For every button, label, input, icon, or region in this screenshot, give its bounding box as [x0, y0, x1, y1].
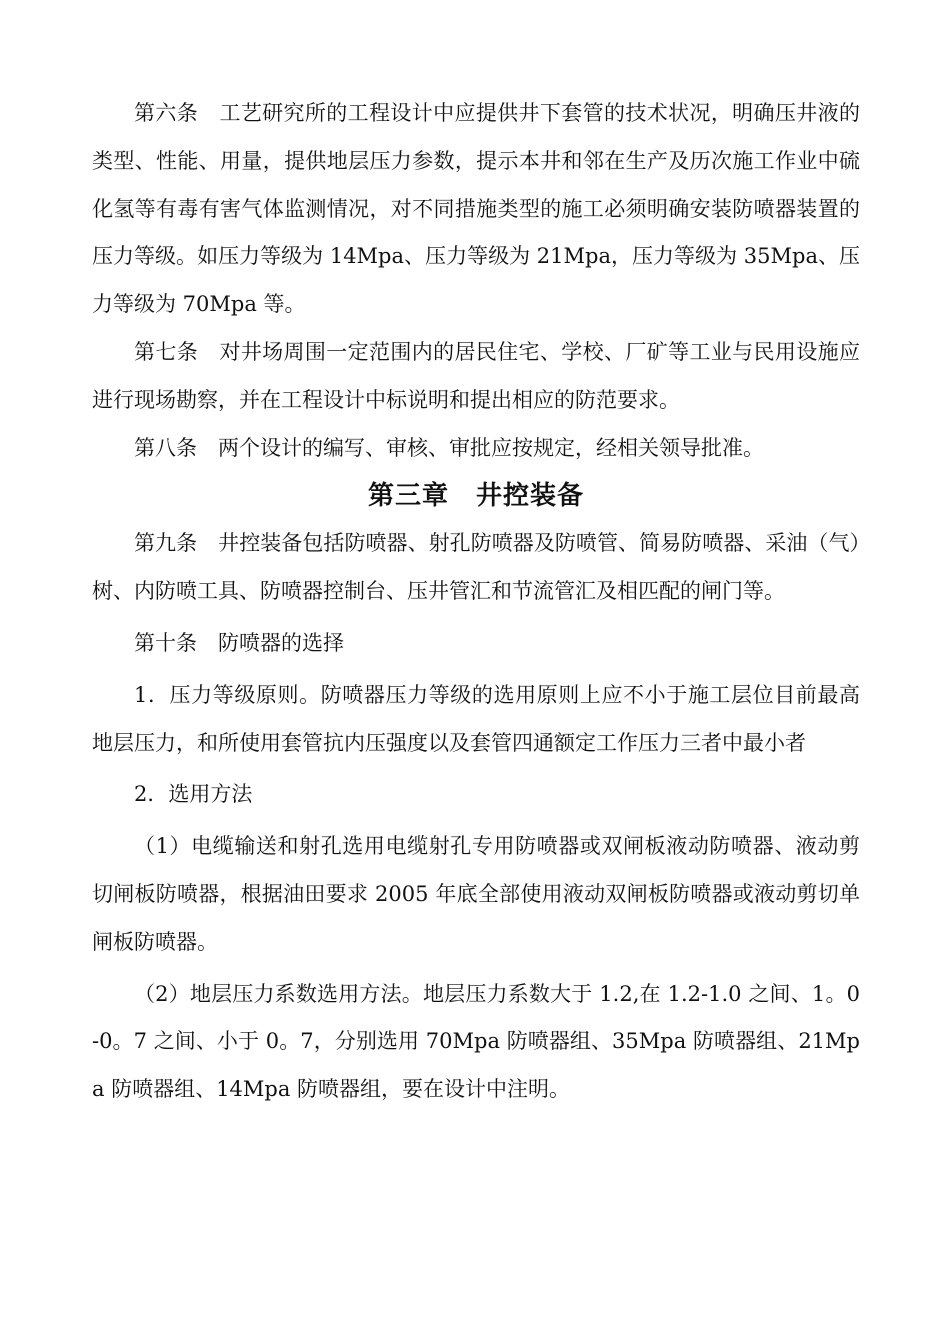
article-9-paragraph: 第九条 井控装备包括防喷器、射孔防喷器及防喷管、简易防喷器、采油（气）树、内防喷工具、防喷器控制台、压井管汇和节流管汇及相匹配的闸门等。: [92, 531, 860, 604]
article-8-paragraph: 第八条 两个设计的编写、审核、审批应按规定，经相关领导批准。: [134, 435, 764, 460]
pressure-grade-principle-paragraph: 1．压力等级原则。防喷器压力等级的选用原则上应不小于施工层位目前最高地层压力，和所使用套管抗内压强度以及套管四通额定工作压力三者中最小者: [92, 682, 860, 755]
selection-method-heading: 2．选用方法: [134, 782, 253, 807]
article-10-heading: 第十条 防喷器的选择: [134, 630, 344, 655]
pressure-coefficient-paragraph: （2）地层压力系数选用方法。地层压力系数大于 1.2,在 1.2-1.0 之间、1。0-0。7 之间、小于 0。7，分别选用 70Mpa 防喷器组、35Mpa 防喷器组、21Mpa 防喷器组、14Mpa 防喷器组，要在设计中注明。: [92, 981, 860, 1102]
article-6-paragraph: 第六条 工艺研究所的工程设计中应提供井下套管的技术状况，明确压井液的类型、性能、用量，提供地层压力参数，提示本井和邻在生产及历次施工作业中硫化氢等有毒有害气体监测情况，对不同措施类型的施工必须明确安装防喷器装置的压力等级。如压力等级为 14Mpa、压力等级为 21Mpa，压力等级为 35Mpa、压力等级为 70Mpa 等。: [92, 101, 860, 317]
cable-perforation-paragraph: （1）电缆输送和射孔选用电缆射孔专用防喷器或双闸板液动防喷器、液动剪切闸板防喷器，根据油田要求 2005 年底全部使用液动双闸板防喷器或液动剪切单闸板防喷器。: [92, 834, 860, 954]
article-7-paragraph: 第七条 对井场周围一定范围内的居民住宅、学校、厂矿等工业与民用设施应进行现场勘察，并在工程设计中标说明和提出相应的防范要求。: [92, 339, 860, 412]
chapter-title: 第三章 井控装备: [367, 481, 584, 512]
document-body: [92, 90, 860, 1114]
